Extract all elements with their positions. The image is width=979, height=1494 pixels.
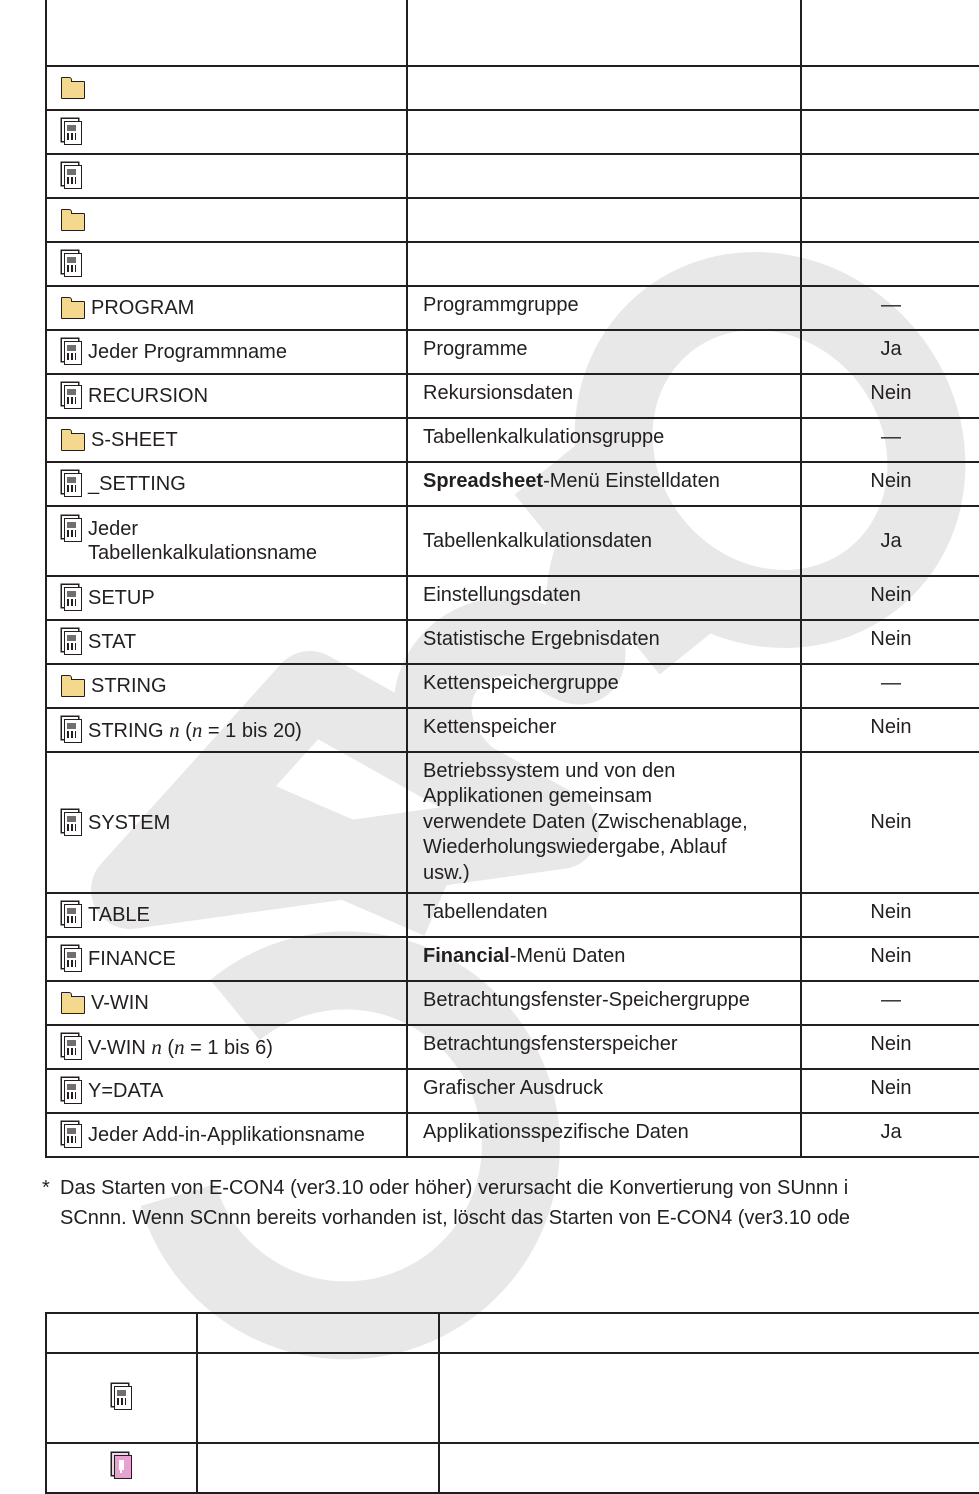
- description-line: Applikationen gemeinsam: [423, 785, 653, 808]
- row-description: Programme: [423, 337, 528, 360]
- row-name: Jeder Add-in-Applikationsname: [88, 1124, 365, 1146]
- table-row: [46, 708, 979, 752]
- row-description: [407, 752, 801, 893]
- row-description: Applikationsspezifische Daten: [423, 1120, 689, 1143]
- row-preinstalled: —: [881, 425, 901, 448]
- row-name: PROGRAM: [91, 297, 195, 319]
- name-part: V-WIN: [88, 1036, 152, 1059]
- folder-icon: [61, 433, 85, 451]
- menu-name-bold: Spreadsheet: [423, 469, 544, 492]
- variable-n: n: [169, 717, 180, 742]
- table-row: [46, 1353, 979, 1443]
- name-part: (: [161, 1036, 175, 1059]
- file-icon: [64, 518, 82, 542]
- table-row: [46, 937, 979, 981]
- variable-n: n: [151, 1034, 162, 1059]
- row-preinstalled: Nein: [801, 752, 979, 893]
- row-preinstalled: —: [881, 293, 901, 316]
- file-icon: [64, 341, 82, 365]
- row-description: [423, 470, 800, 493]
- row-preinstalled: Nein: [870, 715, 912, 738]
- row-description: [407, 242, 801, 286]
- row-name: STAT: [88, 631, 137, 653]
- footnote-marker: *: [42, 1177, 50, 1199]
- row-description: Kettenspeichergruppe: [423, 671, 619, 694]
- row-description: Betrachtungsfenster-Speichergruppe: [423, 988, 750, 1011]
- folder-icon: [61, 81, 85, 99]
- row-preinstalled: Nein: [870, 900, 912, 923]
- table-row: [46, 1443, 979, 1493]
- row-name: [88, 517, 317, 565]
- table-row: [46, 462, 979, 506]
- description-line: Betriebssystem und von den: [423, 759, 676, 782]
- row-name: S-SHEET: [91, 429, 178, 451]
- table-row: [46, 981, 979, 1025]
- row-name: SETUP: [88, 587, 155, 609]
- row-preinstalled: Nein: [870, 381, 912, 404]
- variable-n: n: [191, 717, 203, 742]
- file-icon: [114, 1386, 132, 1410]
- header-cell-icon: [46, 1313, 197, 1353]
- name-part: (: [179, 719, 192, 742]
- footnote-line-2: SCnnn. Wenn SCnnn bereits vorhanden ist, löscht das Starten von E-CON4 (ver3.10 ode: [60, 1206, 851, 1229]
- folder-icon: [61, 996, 85, 1014]
- row-description: [439, 1353, 979, 1443]
- row-name: [88, 1035, 273, 1060]
- row-preinstalled: Nein: [870, 583, 912, 606]
- table-row: [46, 418, 979, 462]
- folder-icon: [61, 301, 85, 319]
- description-rest: -Menü Einstelldaten: [543, 469, 720, 492]
- file-icon: [64, 904, 82, 928]
- description-line: verwendete Daten (Zwischenablage,: [423, 810, 748, 833]
- memory-data-table: [45, 0, 979, 1158]
- row-description: [407, 66, 801, 110]
- row-type: [197, 1353, 439, 1443]
- table-row: [46, 752, 979, 893]
- folder-icon: [61, 679, 85, 697]
- row-preinstalled: [801, 110, 979, 154]
- row-description: Programmgruppe: [423, 293, 579, 316]
- row-description: Tabellenkalkulationsdaten: [407, 506, 801, 576]
- table-row: [46, 893, 979, 937]
- table-row: [46, 664, 979, 708]
- footnote: [42, 1174, 979, 1233]
- row-name: STRING: [91, 675, 167, 697]
- image-file-icon: [114, 1455, 132, 1479]
- row-type: [197, 1443, 439, 1493]
- menu-name-bold: Financial: [423, 944, 510, 967]
- file-icon: [64, 719, 82, 743]
- row-description: Tabellenkalkulationsgruppe: [423, 425, 665, 448]
- row-preinstalled: Ja: [880, 1120, 902, 1143]
- row-name-line-1: Jeder: [88, 518, 139, 540]
- row-description: Rekursionsdaten: [423, 381, 574, 404]
- name-part: STRING: [88, 719, 170, 742]
- row-name: V-WIN: [91, 992, 149, 1014]
- row-description: Kettenspeicher: [423, 715, 557, 738]
- table-row: [46, 66, 979, 110]
- header-cell-type: [197, 1313, 439, 1353]
- file-icon: [64, 253, 82, 277]
- table-row: [46, 242, 979, 286]
- row-preinstalled: [801, 154, 979, 198]
- table-row: [46, 620, 979, 664]
- header-cell-description: [439, 1313, 979, 1353]
- row-description: Betrachtungsfensterspeicher: [423, 1032, 678, 1055]
- file-icon: [64, 385, 82, 409]
- variable-n: n: [174, 1034, 185, 1059]
- row-description: Einstellungsdaten: [423, 583, 581, 606]
- file-icon: [64, 587, 82, 611]
- header-cell-description: [407, 0, 801, 66]
- row-preinstalled: Nein: [870, 1032, 912, 1055]
- row-description: [423, 945, 800, 968]
- header-cell-name: [46, 0, 407, 66]
- row-description: [439, 1443, 979, 1493]
- table-row: [46, 1069, 979, 1113]
- table-header-row: [46, 1313, 979, 1353]
- table-row: [46, 154, 979, 198]
- row-preinstalled: Nein: [870, 944, 912, 967]
- row-description: [407, 154, 801, 198]
- file-icon: [64, 121, 82, 145]
- row-description: Tabellendaten: [423, 900, 548, 923]
- row-name: Y=DATA: [88, 1080, 164, 1102]
- row-description: [407, 198, 801, 242]
- row-name: RECURSION: [88, 385, 209, 407]
- file-icon: [64, 1036, 82, 1060]
- header-cell-preinstalled: [801, 0, 979, 66]
- row-name: SYSTEM: [88, 811, 171, 834]
- row-name: Jeder Programmname: [88, 341, 287, 363]
- table-row: [46, 1025, 979, 1069]
- row-preinstalled: Nein: [870, 469, 912, 492]
- name-part: = 1 bis 6): [184, 1036, 273, 1059]
- row-preinstalled: Nein: [870, 1076, 912, 1099]
- table-row: [46, 286, 979, 330]
- file-icon: [64, 948, 82, 972]
- table-header-row: [46, 0, 979, 66]
- row-preinstalled: Nein: [870, 627, 912, 650]
- table-row: [46, 110, 979, 154]
- row-name: FINANCE: [88, 948, 176, 970]
- footnote-line-1: Das Starten von E-CON4 (ver3.10 oder höher) verursacht die Konvertierung von SUnnn i: [60, 1177, 849, 1199]
- table-row: [46, 576, 979, 620]
- row-preinstalled: [801, 242, 979, 286]
- file-icon: [64, 1080, 82, 1104]
- table-row: [46, 330, 979, 374]
- description-rest: -Menü Daten: [509, 944, 626, 967]
- row-preinstalled: [801, 66, 979, 110]
- row-preinstalled: —: [881, 988, 901, 1011]
- description-line: usw.): [423, 861, 470, 884]
- row-description: [407, 110, 801, 154]
- table-row: [46, 1113, 979, 1157]
- row-preinstalled: [801, 198, 979, 242]
- row-preinstalled: —: [881, 671, 901, 694]
- file-icon: [64, 631, 82, 655]
- row-name: TABLE: [88, 904, 150, 926]
- description-line: Wiederholungswiedergabe, Ablauf: [423, 836, 727, 859]
- name-part: = 1 bis 20): [202, 719, 302, 742]
- row-description: Statistische Ergebnisdaten: [423, 627, 660, 650]
- row-name-line-2: Tabellenkalkulationsname: [88, 542, 318, 564]
- row-preinstalled: Ja: [880, 337, 902, 360]
- file-icon: [64, 473, 82, 497]
- table-row: [46, 506, 979, 576]
- row-preinstalled: Ja: [801, 506, 979, 576]
- file-icon: [64, 1124, 82, 1148]
- row-description: Grafischer Ausdruck: [423, 1076, 604, 1099]
- icon-legend-table: [45, 1312, 979, 1494]
- folder-icon: [61, 213, 85, 231]
- row-name: _SETTING: [88, 473, 186, 495]
- row-name: [88, 718, 302, 743]
- table-row: [46, 198, 979, 242]
- table-row: [46, 374, 979, 418]
- file-icon: [64, 165, 82, 189]
- file-icon: [64, 812, 82, 836]
